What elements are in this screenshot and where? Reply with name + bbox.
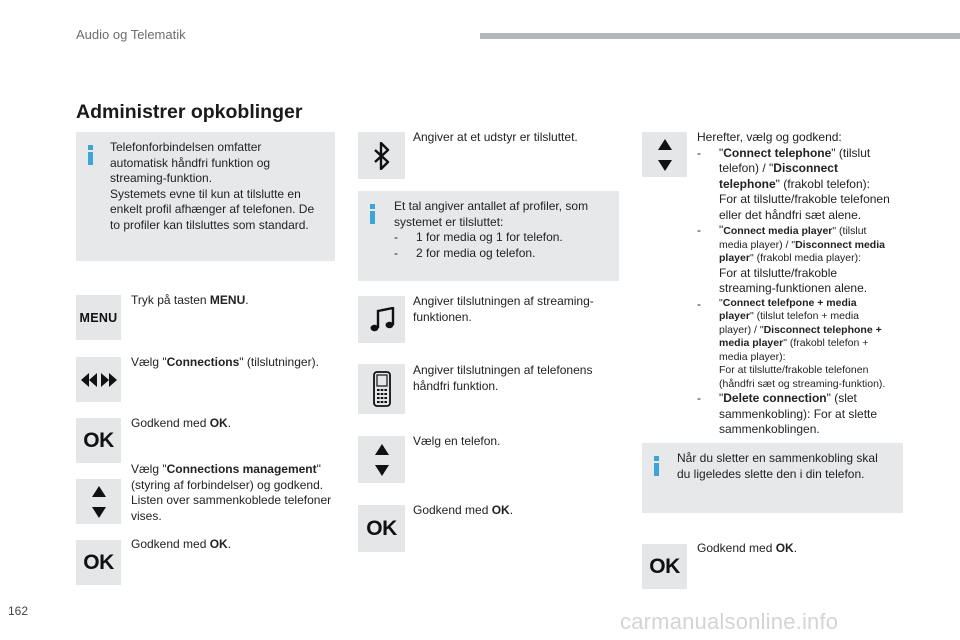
up-down-arrows-icon (76, 479, 121, 524)
opt-key: Disconnect media (795, 238, 885, 251)
list-dash: - (697, 145, 701, 160)
desc-line: funktionen. (413, 309, 472, 324)
step-line: (styring af forbindelser) og godkend. (131, 477, 324, 492)
ok-button-icon (76, 540, 121, 585)
opt-line: For at tilslutte/frakoble telefonen (719, 364, 869, 376)
opt-line: For at tilslutte/frakoble (719, 265, 838, 280)
opt-text: " (frakobl telefon): (775, 176, 870, 191)
opt-key: Connect telephone (723, 145, 832, 160)
step-confirm-ok (131, 537, 336, 553)
info-line: du ligeledes slette den i din telefon. (677, 466, 865, 481)
desc-line: Angiver tilslutningen af streaming- (413, 294, 594, 308)
opt-key: Connect media player (723, 225, 833, 237)
opt-line: streaming-funktionen alene. (719, 281, 868, 295)
list-item: 2 for media og telefon. (416, 245, 536, 260)
opt-text: " (frakobl media player): (749, 252, 862, 264)
step-confirm-ok (697, 541, 902, 557)
ok-button-icon (642, 544, 687, 589)
info-line: Telefonforbindelsen omfatter (110, 140, 262, 154)
opt-text: " (tilslut (832, 225, 867, 237)
list-dash: - (394, 230, 398, 244)
step-line: vises. (131, 508, 162, 523)
ok-label: OK (83, 550, 114, 574)
opt-text: " (719, 145, 724, 160)
step-key: Connections management (166, 462, 317, 476)
step-text: Godkend med (697, 541, 776, 555)
opt-text: telefon) / " (719, 161, 774, 175)
opt-text: " (tilslut (831, 145, 871, 160)
opt-line: (håndfri sæt og streaming-funktion). (719, 377, 886, 390)
menu-label: MENU (79, 310, 118, 325)
option-connect-media-player (697, 223, 907, 297)
ok-label: OK (649, 554, 680, 578)
info-line: Et tal angiver antallet af profiler, som (394, 199, 589, 213)
opt-key: telephone (719, 176, 776, 191)
opt-key: media player (719, 337, 784, 349)
opt-text: " (719, 223, 724, 237)
step-line: Listen over sammenkoblede telefoner (131, 493, 332, 507)
opt-key: Disconnect telephone + (763, 323, 882, 336)
opt-key: player (719, 310, 750, 322)
desc-line: Angiver tilslutningen af telefonens (413, 363, 593, 377)
step-confirm-ok (413, 503, 618, 519)
streaming-description (413, 294, 618, 325)
option-delete-connection (697, 391, 907, 438)
step-text: Vælg " (131, 355, 167, 369)
step-key: OK (209, 537, 228, 551)
step-text: . (227, 537, 232, 551)
ok-button-icon (76, 418, 121, 463)
step-text: . (509, 503, 514, 517)
info-line: Når du sletter en sammenkobling skal (677, 451, 878, 465)
step-text: . (793, 541, 798, 555)
step-confirm-ok (131, 416, 336, 432)
info-line: Systemets evne til kun at tilslutte en (110, 186, 301, 201)
step-text: Vælg " (131, 462, 167, 476)
ok-label: OK (83, 428, 114, 452)
ok-label: OK (366, 516, 397, 540)
opt-text: media player) / " (719, 238, 796, 251)
opt-key: Disconnect (773, 161, 838, 175)
options-intro: Herefter, vælg og godkend: (697, 130, 842, 144)
info-icon (370, 204, 375, 224)
handsfree-description (413, 363, 618, 394)
info-icon (88, 145, 93, 165)
updown-icon (92, 486, 106, 518)
opt-line: media player): (719, 350, 786, 363)
info-box-connections (76, 132, 335, 261)
up-down-arrows-icon (642, 132, 687, 177)
opt-key: Connect telefpone + media (722, 296, 857, 309)
step-text: Godkend med (413, 503, 492, 517)
up-down-arrows-icon (358, 436, 405, 483)
step-connections-management (131, 462, 341, 524)
connection-options (697, 130, 907, 438)
watermark: carmanualsonline.info (620, 609, 839, 634)
opt-line: eller det håndfri sæt alene. (719, 207, 862, 222)
step-text: " (tilslutninger). (239, 355, 319, 369)
step-text: . (245, 293, 249, 307)
info-line: streaming-funktion. (110, 171, 213, 185)
option-connect-telephone (697, 146, 907, 224)
info-line: enkelt profil afhænger af telefonen. De (110, 202, 315, 216)
opt-key: player (719, 252, 750, 264)
step-key: MENU (209, 293, 246, 307)
list-dash: - (697, 391, 701, 405)
opt-text: " (719, 296, 723, 309)
opt-line: For at tilslutte/frakoble telefonen (719, 192, 890, 206)
opt-text: " (slet (826, 391, 857, 405)
opt-line: sammenkobling): For at slette (719, 406, 878, 421)
seek-arrows-icon (76, 357, 121, 402)
option-connect-phone-and-media (697, 297, 907, 392)
opt-text: " (frakobl telefon + (783, 337, 869, 349)
bluetooth-description: Angiver at et udstyr er tilsluttet. (413, 130, 578, 144)
info-box-profiles (358, 191, 619, 281)
step-key: OK (209, 416, 228, 430)
step-key: OK (491, 503, 510, 517)
info-icon (654, 456, 659, 476)
step-text: Tryk på tasten (131, 293, 210, 307)
step-text: Godkend med (131, 537, 210, 551)
desc-line: håndfri funktion. (413, 378, 499, 393)
info-box-delete (642, 443, 903, 513)
info-line: systemet er tilsluttet: (394, 214, 504, 229)
page-number: 162 (8, 604, 29, 618)
step-text: . (227, 416, 232, 430)
page-title: Administrer opkoblinger (76, 101, 303, 123)
mobile-phone-icon (372, 371, 392, 407)
list-item: 1 for media og 1 for telefon. (416, 230, 563, 244)
opt-text: player) / " (719, 323, 764, 336)
opt-text: " (719, 391, 724, 405)
step-select-connections (131, 355, 336, 371)
menu-button-icon (76, 295, 121, 340)
bluetooth-icon (374, 142, 390, 170)
info-line: automatisk håndfri funktion og (110, 155, 271, 170)
step-key: OK (775, 541, 794, 555)
list-dash: - (394, 245, 398, 260)
step-text: Godkend med (131, 416, 210, 430)
rewind-forward-icon (81, 373, 117, 387)
music-note-icon-box (358, 296, 405, 343)
step-text: " (316, 462, 321, 476)
step-key: Connections (166, 355, 240, 369)
updown-icon (375, 444, 389, 476)
ok-button-icon (358, 505, 405, 552)
opt-line: sammenkoblingen. (719, 422, 820, 436)
info-line: to profiler kan tilsluttes som standard. (110, 217, 309, 232)
step-press-menu (131, 293, 336, 309)
header-bar (480, 33, 960, 39)
opt-text: " (tilslut telefon + media (749, 310, 860, 322)
phone-icon-box (358, 364, 405, 414)
updown-icon (658, 139, 672, 171)
step-select-phone: Vælg en telefon. (413, 434, 501, 448)
bluetooth-icon-box (358, 132, 405, 179)
list-dash: - (697, 223, 701, 237)
list-dash: - (697, 296, 701, 311)
opt-key: Delete connection (723, 391, 827, 405)
music-note-icon (369, 307, 395, 333)
section-title: Audio og Telematik (76, 27, 186, 42)
